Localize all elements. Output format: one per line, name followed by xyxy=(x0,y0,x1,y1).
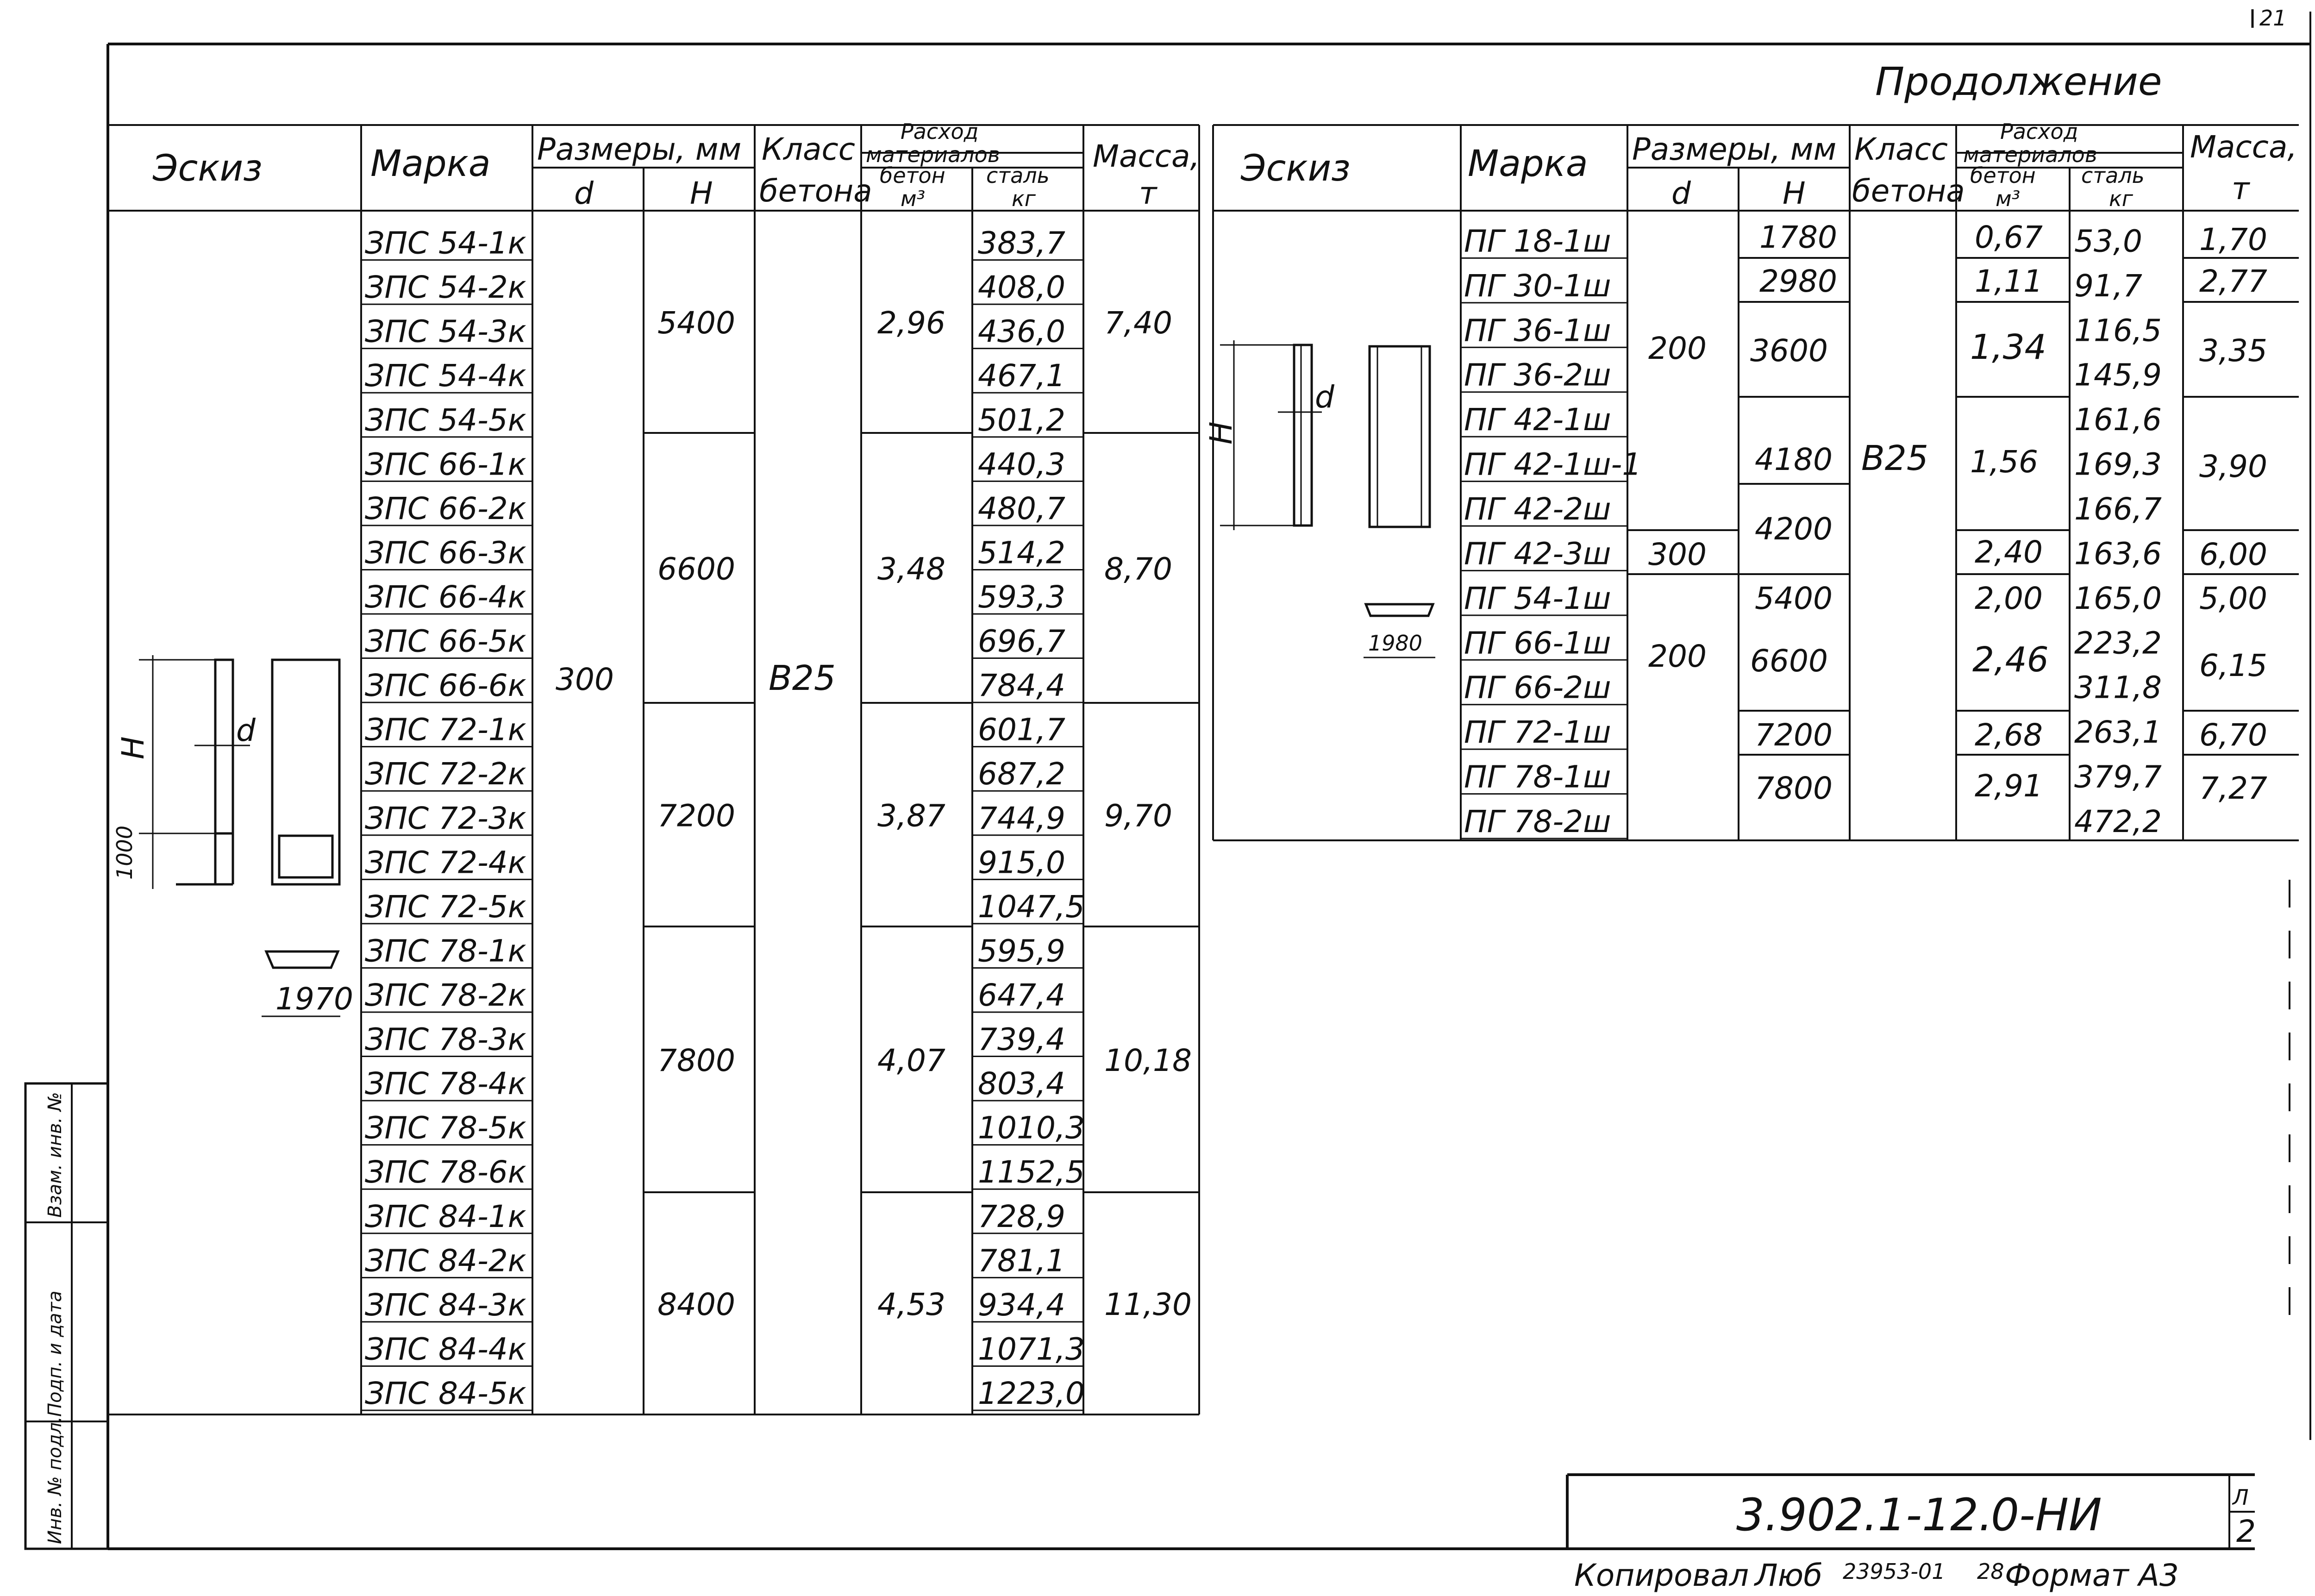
right-sketch-H-label: H xyxy=(1203,421,1239,444)
left-table-header xyxy=(152,119,1200,211)
left-mark-cell: ЗПС 78-5к xyxy=(365,1110,526,1146)
hdr-class-right: Класс xyxy=(1854,131,1948,167)
left-steel-cell: 501,2 xyxy=(978,402,1065,438)
left-steel-cell: 440,3 xyxy=(978,446,1065,482)
left-marks-column xyxy=(362,225,532,1411)
left-H-cell: 7800 xyxy=(657,1043,735,1078)
hdr-cons-right: Расход xyxy=(2000,119,2078,144)
hdr-sketch-right: Эскиз xyxy=(1241,148,1351,189)
right-mark-cell: ПГ 36-1ш xyxy=(1464,313,1611,349)
left-mark-cell: ЗПС 66-3к xyxy=(365,535,526,571)
right-marks-column xyxy=(1462,223,1641,839)
hdr-cons-left: Расход xyxy=(901,119,979,144)
continuation-label: Продолжение xyxy=(1875,59,2162,104)
left-mark-cell: ЗПС 66-6к xyxy=(365,668,526,704)
left-steel-cell: 593,3 xyxy=(978,579,1065,615)
right-H-2980: 2980 xyxy=(1759,263,1837,299)
left-steel-cell: 781,1 xyxy=(978,1243,1065,1279)
right-H-values xyxy=(1750,219,1837,806)
left-steel-cell: 467,1 xyxy=(978,358,1065,394)
hdr-mark-right: Марка xyxy=(1468,143,1588,185)
side-label-sign-date: Подп. и дата xyxy=(44,1290,66,1417)
right-steel-cell: 263,1 xyxy=(2074,714,2162,751)
left-steel-cell: 934,4 xyxy=(978,1287,1065,1323)
hdr-steel-unit-right: кг xyxy=(2109,186,2133,211)
left-mark-cell: ЗПС 78-4к xyxy=(365,1066,526,1102)
left-class-value: В25 xyxy=(769,658,836,698)
right-mark-cell: ПГ 66-2ш xyxy=(1464,670,1611,706)
left-mark-cell: ЗПС 84-1к xyxy=(365,1198,526,1234)
left-mark-cell: ЗПС 54-1к xyxy=(365,225,526,261)
right-mass-m7: 6,15 xyxy=(2199,648,2267,683)
hdr-concrete-right: бетон xyxy=(1970,163,2036,188)
left-sketch-H-label: H xyxy=(115,736,151,759)
right-conc-c4: 1,56 xyxy=(1970,444,2038,480)
left-sketch-dim-1000: 1000 xyxy=(112,825,137,880)
left-mark-cell: ЗПС 72-5к xyxy=(365,889,526,925)
footer-copier-sign: Люб xyxy=(1755,1558,1822,1593)
right-steel-cell: 169,3 xyxy=(2074,446,2162,482)
left-steel-cell: 784,4 xyxy=(978,668,1065,704)
left-mark-cell: ЗПС 84-5к xyxy=(365,1376,526,1411)
left-mark-cell: ЗПС 72-1к xyxy=(365,712,526,748)
left-steel-cell: 514,2 xyxy=(978,535,1065,571)
hdr-steel-unit-left: кг xyxy=(1012,186,1036,211)
right-mark-cell: ПГ 36-2ш xyxy=(1464,357,1611,393)
hdr-mass-unit-left: т xyxy=(1139,175,1157,211)
left-mark-cell: ЗПС 72-3к xyxy=(365,800,526,836)
hdr-H-left: H xyxy=(690,175,713,211)
left-steel-cell: 739,4 xyxy=(978,1021,1065,1058)
left-mass-cell: 7,40 xyxy=(1104,305,1172,341)
left-mark-cell: ЗПС 66-1к xyxy=(365,446,526,482)
hdr-concrete-unit-right: м³ xyxy=(1996,186,2021,211)
right-H-6600: 6600 xyxy=(1750,643,1828,679)
right-d-values xyxy=(1648,331,1707,674)
left-sketch-dim-1970: 1970 xyxy=(275,981,353,1017)
right-steel-cell: 165,0 xyxy=(2074,580,2162,616)
right-mass-m8: 6,70 xyxy=(2199,717,2267,753)
left-H-cell: 5400 xyxy=(657,305,735,341)
hdr-concrete-unit-left: м³ xyxy=(901,186,926,211)
right-H-7200: 7200 xyxy=(1755,717,1833,753)
right-mark-cell: ПГ 30-1ш xyxy=(1464,268,1611,304)
left-mark-cell: ЗПС 54-2к xyxy=(365,269,526,306)
right-steel-cell: 166,7 xyxy=(2074,491,2162,527)
hdr-steel-right: сталь xyxy=(2081,163,2145,188)
doc-section: 0-НИ xyxy=(1991,1489,2102,1541)
right-mass-m5: 6,00 xyxy=(2199,537,2267,572)
side-label-inv-orig: Инв. № подл. xyxy=(44,1416,66,1544)
right-steel-cell: 379,7 xyxy=(2074,759,2162,795)
left-mark-cell: ЗПС 78-6к xyxy=(365,1154,526,1190)
left-steel-cell: 408,0 xyxy=(978,269,1065,306)
left-concrete-cell: 2,96 xyxy=(877,305,945,341)
left-steel-cell: 803,4 xyxy=(978,1066,1065,1102)
right-mark-cell: ПГ 42-1ш-1 xyxy=(1464,446,1642,482)
left-steel-cell: 1047,5 xyxy=(978,889,1085,925)
left-mass-cell: 8,70 xyxy=(1104,551,1172,587)
hdr-class2-left: бетона xyxy=(759,173,872,209)
page-number: 21 xyxy=(2259,6,2287,31)
hdr-H-right: H xyxy=(1783,175,1806,211)
left-mark-cell: ЗПС 54-3к xyxy=(365,313,526,350)
hdr-d-left: d xyxy=(574,175,594,211)
right-steel-cell: 116,5 xyxy=(2074,313,2162,349)
right-sketch-dim-1980: 1980 xyxy=(1368,631,1423,656)
left-concrete-cell: 4,53 xyxy=(877,1287,945,1322)
left-mark-cell: ЗПС 78-1к xyxy=(365,933,526,969)
right-conc-c3: 1,34 xyxy=(1970,327,2046,367)
left-steel-cell: 1152,5 xyxy=(978,1154,1085,1190)
left-mark-cell: ЗПС 54-4к xyxy=(365,358,526,394)
left-mass-cell: 10,18 xyxy=(1104,1043,1192,1078)
left-steel-cell: 383,7 xyxy=(978,225,1065,261)
left-steel-cell: 915,0 xyxy=(978,845,1065,881)
right-steel-cell: 223,2 xyxy=(2074,625,2162,661)
sheet-label: Л xyxy=(2233,1485,2249,1510)
left-H-cell: 7200 xyxy=(657,798,735,834)
right-conc-c6: 2,00 xyxy=(1975,581,2043,616)
right-conc-c1: 0,67 xyxy=(1975,219,2043,255)
right-H-4180: 4180 xyxy=(1755,442,1833,477)
left-steel-cell: 436,0 xyxy=(978,313,1065,350)
left-sketch-d-label: d xyxy=(236,713,256,748)
left-steel-cell: 595,9 xyxy=(978,933,1065,969)
right-mass-m9: 7,27 xyxy=(2199,770,2267,806)
left-concrete-cell: 3,87 xyxy=(877,798,945,834)
left-steel-cell: 1071,3 xyxy=(978,1331,1085,1367)
left-mark-cell: ЗПС 84-4к xyxy=(365,1331,526,1367)
left-mark-cell: ЗПС 78-2к xyxy=(365,977,526,1013)
hdr-sketch-left: Эскиз xyxy=(153,148,263,189)
right-mark-cell: ПГ 18-1ш xyxy=(1464,223,1611,259)
right-mark-cell: ПГ 78-1ш xyxy=(1464,759,1611,795)
hdr-concrete-left: бетон xyxy=(880,163,945,188)
hdr-mass-unit-right: т xyxy=(2232,171,2250,207)
right-mass-m4: 3,90 xyxy=(2199,449,2267,484)
right-conc-c8: 2,68 xyxy=(1975,717,2043,753)
hdr-cons2-right: материалов xyxy=(1963,142,2097,167)
right-mark-cell: ПГ 54-1ш xyxy=(1464,580,1611,616)
right-conc-c2: 1,11 xyxy=(1975,263,2043,299)
right-mass-m1: 1,70 xyxy=(2199,222,2267,257)
footer-order: 23953-01 xyxy=(1843,1559,1946,1584)
left-mark-cell: ЗПС 78-3к xyxy=(365,1021,526,1058)
hdr-class2-right: бетона xyxy=(1852,173,1965,209)
left-concrete-cell: 3,48 xyxy=(877,551,945,587)
right-steel-cell: 161,6 xyxy=(2074,402,2162,438)
hdr-steel-left: сталь xyxy=(986,163,1050,188)
hdr-mass-left: Масса, xyxy=(1093,138,1200,174)
hdr-class-left: Класс xyxy=(762,131,856,167)
hdr-sizes-left: Размеры, мм xyxy=(537,131,742,167)
hdr-mark-left: Марка xyxy=(370,143,491,185)
right-mass-m3: 3,35 xyxy=(2199,333,2267,369)
right-mass-values xyxy=(2199,222,2267,806)
right-concrete-values xyxy=(1970,219,2049,804)
left-mark-cell: ЗПС 66-2к xyxy=(365,490,526,526)
left-steel-cell: 1223,0 xyxy=(978,1376,1085,1411)
right-conc-c9: 2,91 xyxy=(1975,768,2043,804)
left-steel-cell: 647,4 xyxy=(978,977,1065,1013)
side-strip xyxy=(25,1083,108,1549)
right-steel-cell: 145,9 xyxy=(2074,357,2162,393)
left-steel-cell: 480,7 xyxy=(978,490,1065,526)
right-H-1780: 1780 xyxy=(1759,219,1837,255)
left-steel-cell: 687,2 xyxy=(978,756,1065,792)
right-steel-cell: 163,6 xyxy=(2074,536,2162,572)
left-mark-cell: ЗПС 84-2к xyxy=(365,1243,526,1279)
right-d-200-a: 200 xyxy=(1648,331,1707,366)
left-mark-cell: ЗПС 72-2к xyxy=(365,756,526,792)
right-mark-cell: ПГ 42-1ш xyxy=(1464,402,1611,438)
hdr-sizes-right: Размеры, мм xyxy=(1632,131,1837,167)
right-mass-m6: 5,00 xyxy=(2199,581,2267,616)
left-steel-cell: 601,7 xyxy=(978,712,1065,748)
side-label-inv-repl: Взам. инв. № xyxy=(44,1092,66,1218)
right-H-7800: 7800 xyxy=(1755,770,1833,806)
left-steel-cell: 1010,3 xyxy=(978,1110,1085,1146)
right-H-4200: 4200 xyxy=(1755,511,1833,547)
left-mark-cell: ЗПС 84-3к xyxy=(365,1287,526,1323)
left-groups xyxy=(657,305,1192,1322)
right-steel-cell: 91,7 xyxy=(2074,268,2142,304)
hdr-cons2-left: материалов xyxy=(866,142,1000,167)
right-steel-cell: 311,8 xyxy=(2074,670,2162,706)
left-mark-cell: ЗПС 72-4к xyxy=(365,845,526,881)
left-H-cell: 8400 xyxy=(657,1287,735,1322)
right-mark-cell: ПГ 66-1ш xyxy=(1464,625,1611,661)
right-d-300: 300 xyxy=(1648,537,1707,572)
sheet-number: 2 xyxy=(2236,1514,2256,1549)
footer-format: Формат А3 xyxy=(2005,1558,2179,1593)
left-mark-cell: ЗПС 66-4к xyxy=(365,579,526,615)
hdr-d-right: d xyxy=(1671,175,1691,211)
footer-copied: Копировал xyxy=(1574,1558,1749,1593)
left-concrete-cell: 4,07 xyxy=(877,1043,945,1078)
right-sketch-d-label: d xyxy=(1315,379,1334,415)
doc-code: 3.902.1-12. xyxy=(1736,1489,1993,1541)
right-table-header xyxy=(1240,119,2297,211)
right-H-3600: 3600 xyxy=(1750,333,1828,369)
right-d-200-b: 200 xyxy=(1648,638,1707,674)
right-mark-cell: ПГ 72-1ш xyxy=(1464,714,1611,751)
left-mark-cell: ЗПС 66-5к xyxy=(365,623,526,659)
right-conc-c7: 2,46 xyxy=(1972,640,2049,680)
right-class-value: В25 xyxy=(1861,438,1928,478)
left-sketch-drawing xyxy=(139,655,340,1016)
right-mark-cell: ПГ 42-3ш xyxy=(1464,536,1611,572)
left-mass-cell: 9,70 xyxy=(1104,798,1172,834)
right-mark-cell: ПГ 78-2ш xyxy=(1464,804,1611,839)
left-steel-cell: 696,7 xyxy=(978,623,1065,659)
left-steel-cell: 744,9 xyxy=(978,800,1065,836)
right-mark-cell: ПГ 42-2ш xyxy=(1464,491,1611,527)
right-conc-c5: 2,40 xyxy=(1975,534,2043,570)
right-steel-cell: 53,0 xyxy=(2074,223,2142,259)
left-H-cell: 6600 xyxy=(657,551,735,587)
footer-order-num: 28 xyxy=(1977,1559,2004,1584)
left-mark-cell: ЗПС 54-5к xyxy=(365,402,526,438)
left-mass-cell: 11,30 xyxy=(1104,1287,1192,1322)
right-mass-m2: 2,77 xyxy=(2199,263,2267,299)
right-steel-column xyxy=(2074,223,2162,839)
left-steel-cell: 728,9 xyxy=(978,1198,1065,1234)
left-steel-column xyxy=(973,225,1085,1411)
left-d-value: 300 xyxy=(556,662,614,697)
hdr-mass-right: Масса, xyxy=(2190,129,2297,165)
right-steel-cell: 472,2 xyxy=(2074,804,2162,839)
right-H-5400: 5400 xyxy=(1755,581,1833,616)
